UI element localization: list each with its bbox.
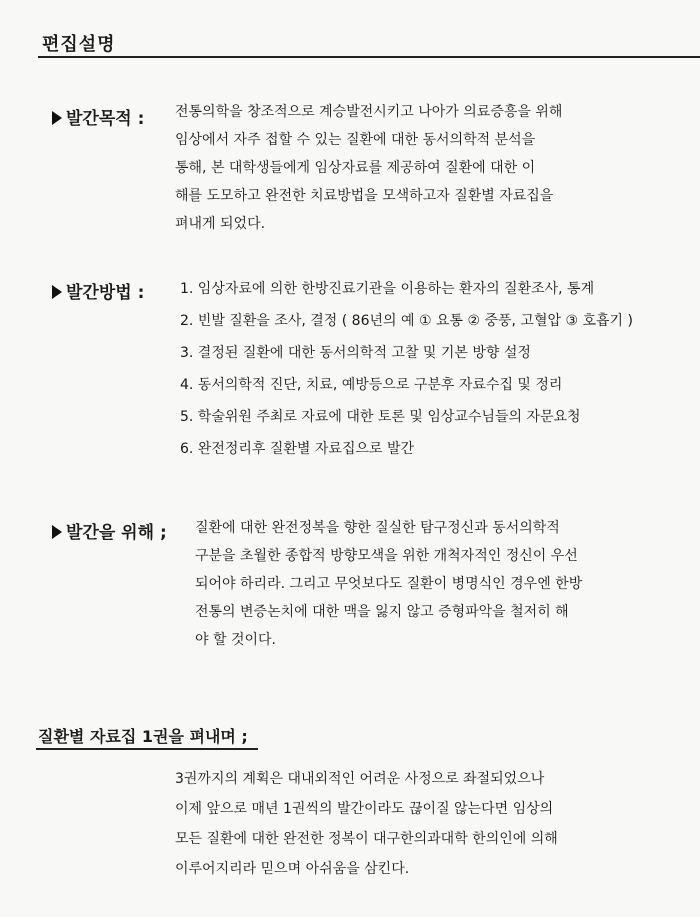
method-item: 4. 동서의학적 진단, 치료, 예방등으로 구분후 자료수집 및 정리 xyxy=(180,377,563,393)
purpose-heading-label: 발간목적 : xyxy=(66,109,145,129)
for-publication-heading-label: 발간을 위해 ; xyxy=(66,523,167,543)
volume1-line: 3권까지의 계획은 대내외적인 어려운 사정으로 좌절되었으나 xyxy=(175,771,545,787)
for-publication-line: 전통의 변증논치에 대한 맥을 잃지 않고 증형파악을 철저히 해 xyxy=(195,604,569,620)
purpose-paragraph xyxy=(175,98,562,238)
volume1-underline xyxy=(36,748,258,750)
purpose-heading xyxy=(52,104,144,129)
triangle-bullet-icon xyxy=(52,525,62,539)
purpose-line: 통해, 본 대학생들에게 임상자료를 제공하여 질환에 대한 이 xyxy=(175,160,536,176)
for-publication-line: 질환에 대한 완전정복을 향한 질실한 탐구정신과 동서의학적 xyxy=(195,520,560,536)
purpose-line: 임상에서 자주 접할 수 있는 질환에 대한 동서의학적 분석을 xyxy=(175,132,536,148)
method-list xyxy=(180,275,633,467)
purpose-line: 전통의학을 창조적으로 계승발전시키고 나아가 의료증흥을 위해 xyxy=(175,104,563,120)
method-heading-label: 발간방법 : xyxy=(66,283,145,303)
volume1-heading: 질환별 자료집 1권을 펴내며 ; xyxy=(38,727,248,746)
method-item: 1. 임상자료에 의한 한방진료기관을 이용하는 환자의 질환조사, 통계 xyxy=(180,281,595,297)
triangle-bullet-icon xyxy=(52,111,62,125)
purpose-line: 해를 도모하고 완전한 치료방법을 모색하고자 질환별 자료집을 xyxy=(175,188,554,204)
method-item: 5. 학술위원 주최로 자료에 대한 토론 및 임상교수님들의 자문요청 xyxy=(180,409,581,425)
method-item: 6. 완전정리후 질환별 자료집으로 발간 xyxy=(180,441,415,457)
method-heading xyxy=(52,278,144,303)
method-item: 3. 결정된 질환에 대한 동서의학적 고찰 및 기본 방향 설정 xyxy=(180,345,531,361)
for-publication-line: 되어야 하리라. 그리고 무엇보다도 질환이 병명식인 경우엔 한방 xyxy=(195,576,583,592)
purpose-line: 펴내게 되었다. xyxy=(175,216,266,232)
page-title: 편집설명 xyxy=(42,34,116,55)
for-publication-paragraph xyxy=(195,514,582,654)
title-underline xyxy=(38,56,700,58)
for-publication-line: 구분을 초월한 종합적 방향모색을 위한 개척자적인 정신이 우선 xyxy=(195,548,578,564)
triangle-bullet-icon xyxy=(52,285,62,299)
for-publication-line: 야 할 것이다. xyxy=(195,632,276,648)
volume1-line: 이루어지리라 믿으며 아쉬움을 삼킨다. xyxy=(175,861,410,877)
volume1-line: 이제 앞으로 매년 1권씩의 발간이라도 끊이질 않는다면 임상의 xyxy=(175,801,554,817)
volume1-line: 모든 질환에 대한 완전한 정복이 대구한의과대학 한의인에 의해 xyxy=(175,831,558,847)
for-publication-heading xyxy=(52,518,167,543)
method-item: 2. 빈발 질환을 조사, 결정 ( 86년의 예 ① 요통 ② 중풍, 고혈압 ③ 호흡기 ) xyxy=(180,313,633,329)
volume1-paragraph xyxy=(175,764,558,884)
